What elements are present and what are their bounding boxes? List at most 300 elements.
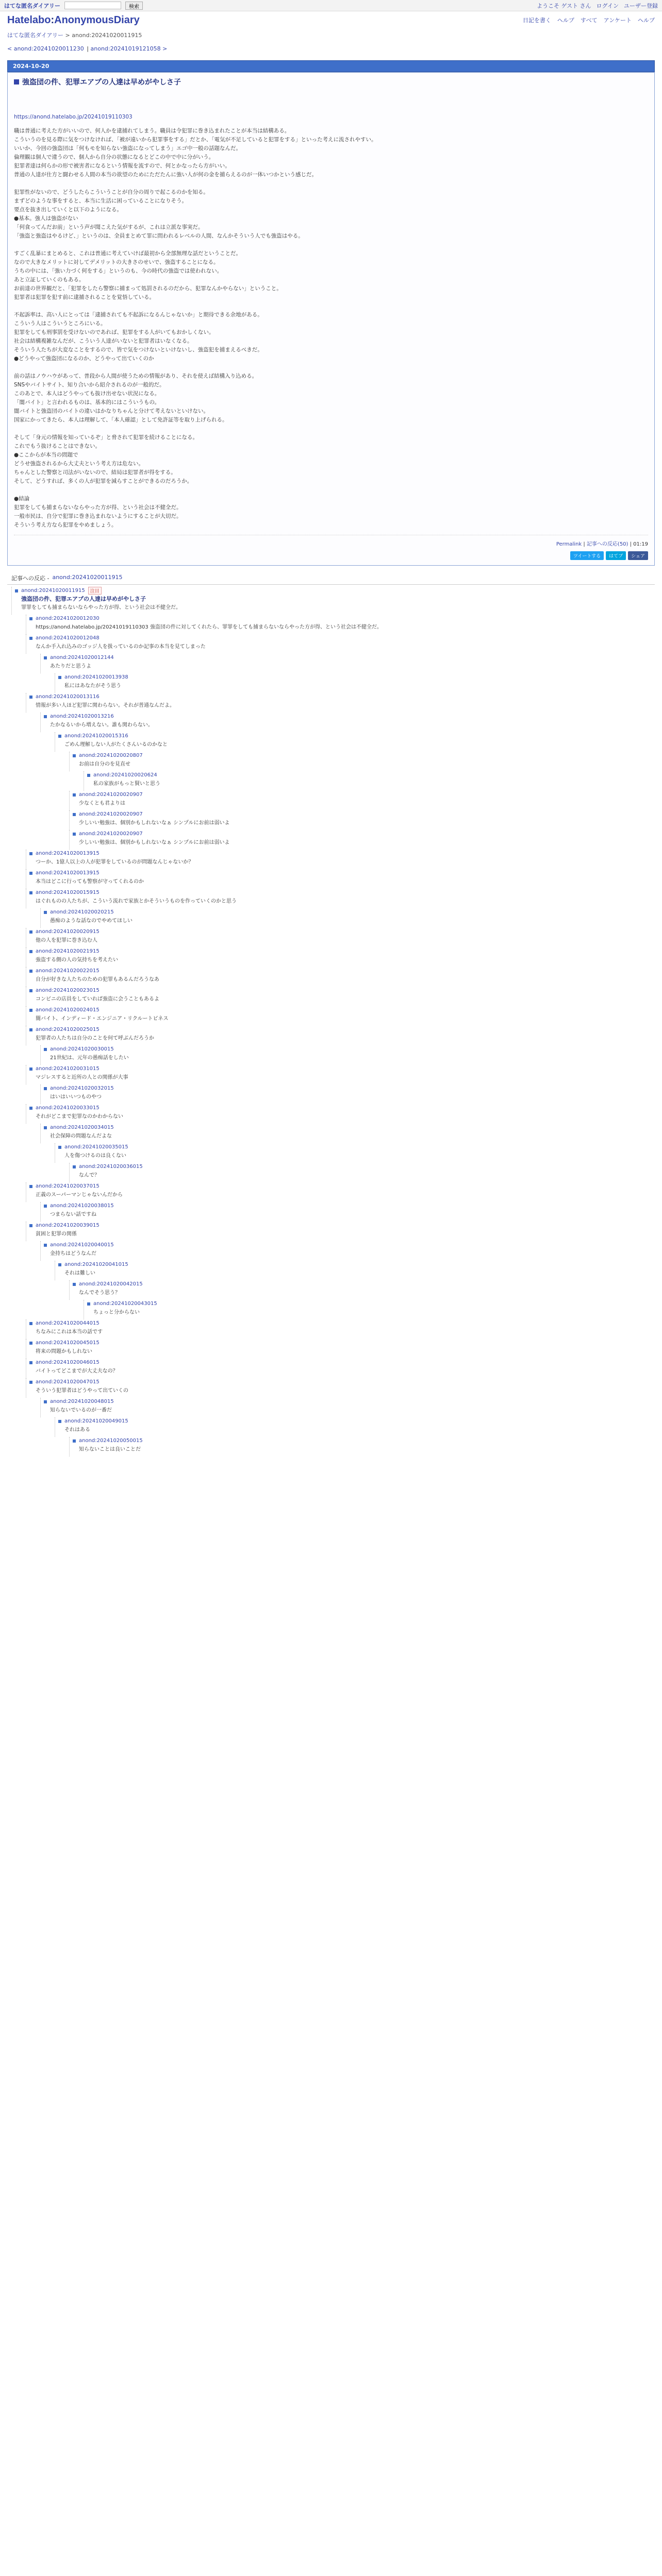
reply-head xyxy=(29,947,655,955)
entry-paragraph: 国家にかってきたら、本人は理解して、「本人確認」として免許証等を取り上げられる。 xyxy=(14,417,228,423)
entry-title[interactable] xyxy=(14,77,648,87)
entry-footer xyxy=(14,535,648,549)
entry-box xyxy=(7,72,655,566)
reply-bullet-icon xyxy=(73,833,76,836)
reply-head xyxy=(29,987,655,994)
reply-head xyxy=(87,771,655,779)
entry-paragraph: ●結論 xyxy=(14,496,30,502)
top-links xyxy=(537,2,658,10)
entry-paragraph: SNSやバイトサイト、知り合いから紹介されるのが一般的だ。 xyxy=(14,382,165,388)
reply-body: そういう犯罪者はどうやって出ていくの xyxy=(36,1388,128,1394)
entry-paragraph: こういうのを見る際に気をつけなければ、「被が遠いから犯罪事をする」だとか、「電気が不足していると犯罪をする」といった考えに流されやすい。 xyxy=(14,137,377,143)
prev-entry-link[interactable]: < anond:20241020011230 xyxy=(7,45,84,52)
replies-section xyxy=(7,572,655,1456)
paragraph-spacer xyxy=(14,425,648,433)
reply-item xyxy=(26,1104,655,1124)
reply-id-link[interactable]: anond:20241020023015 xyxy=(36,988,100,993)
reply-body: 強盗する側の人の気持ちを考えたい xyxy=(36,957,118,963)
reply-bullet-icon xyxy=(44,656,47,659)
reply-bullet-icon xyxy=(44,1048,47,1051)
reply-bullet-icon xyxy=(29,1107,32,1110)
reply-item xyxy=(55,1143,655,1163)
reply-bullet-icon xyxy=(44,1126,47,1129)
entry-paragraph: 「強盗と強盗はやるけど、」というのは、全員まとめて罪に問われるレベルの人間、なんかそういう人でも強盗はやる。 xyxy=(14,233,304,239)
reply-id-link[interactable]: anond:20241020015915 xyxy=(36,890,100,895)
reply-bullet-icon xyxy=(29,930,32,934)
search-button[interactable]: 検索 xyxy=(125,2,143,10)
reply-item xyxy=(69,830,655,850)
reply-body: それは難しい xyxy=(64,1270,95,1276)
reply-id-link[interactable]: anond:20241020012144 xyxy=(50,655,114,660)
reply-id-link[interactable]: anond:20241020030015 xyxy=(50,1046,114,1052)
pager-separator: | xyxy=(87,45,89,52)
reply-bullet-icon xyxy=(29,1361,32,1364)
entry-paragraph: ちゃんとした警察と司法がいないので、結局は犯罪者が得をする。 xyxy=(14,469,176,476)
next-entry-link[interactable]: anond:20241019121058 > xyxy=(90,45,168,52)
reply-body: マジレスすると近所の人との関係が大事 xyxy=(36,1075,128,1080)
reply-item xyxy=(84,1300,655,1319)
reply-item xyxy=(26,1026,655,1045)
reply-bullet-icon xyxy=(29,1185,32,1188)
search-input[interactable] xyxy=(64,2,121,9)
reply-bullet-icon xyxy=(44,1087,47,1090)
reply-item xyxy=(26,1222,655,1241)
reply-body: お前は自分のを見直せ xyxy=(79,761,130,767)
entry-paragraph: そして、どうすれば、多くの人が犯罪を減らすことができるのだろうか。 xyxy=(14,478,193,484)
reply-body: 人を傷つけるのは良くない xyxy=(64,1153,126,1159)
breadcrumb xyxy=(0,29,662,39)
reply-body: 自分が好きな人たちのための犯罪もあるんだろうなあ xyxy=(36,977,159,982)
reply-head xyxy=(29,1026,655,1033)
reply-body: 他の人を犯罪に巻き込む人 xyxy=(36,938,97,943)
reply-body: それがどこまで犯罪なのかわからない xyxy=(36,1114,123,1120)
entry-paragraph: まずどのような事をすると、本当に生活に困っていることになりそう。 xyxy=(14,198,187,204)
reply-item xyxy=(69,791,655,810)
entry-source-link[interactable]: https://anond.hatelabo.jp/20241019110303 xyxy=(14,114,133,120)
reply-id-link[interactable]: anond:20241020035015 xyxy=(64,1144,128,1150)
reply-body: 社会保障の問題なんだよな xyxy=(50,1133,112,1139)
reply-bullet-icon xyxy=(44,1205,47,1208)
reply-id-link[interactable]: anond:20241020038015 xyxy=(50,1203,114,1209)
reply-body: 犯罪者の人たちは自分のことを何て呼ぶんだろうか xyxy=(36,1036,154,1041)
reply-head xyxy=(73,810,655,818)
entry-paragraph: 「何食ってんだお前」という声が聞こえた気がするが、これは立派な事実だ。 xyxy=(14,224,204,230)
reply-body: 私にはあなたがそう思う xyxy=(64,683,121,689)
reply-id-link[interactable]: anond:20241020012030 xyxy=(36,616,100,621)
reply-item xyxy=(40,908,655,928)
entry-paragraph: 犯罪性がないので、どうしたらこういうことが自分の周りで起こるのかを知る。 xyxy=(14,189,209,195)
breadcrumb-home[interactable]: はてな匿名ダイアリー xyxy=(7,32,64,39)
reply-body: 金持ちはどうなんだ xyxy=(50,1251,96,1257)
nav-all[interactable]: すべて xyxy=(580,17,598,24)
reply-id-link[interactable]: anond:20241020011915 xyxy=(21,588,85,594)
reply-head xyxy=(29,928,655,936)
reply-head xyxy=(29,889,655,896)
replies-header-anchor[interactable]: anond:20241020011915 xyxy=(52,574,123,581)
reply-item xyxy=(55,732,655,752)
reply-bullet-icon xyxy=(58,1263,61,1266)
reply-head xyxy=(44,908,655,916)
reply-head xyxy=(44,1045,655,1053)
paragraph-spacer xyxy=(14,363,648,372)
reply-item xyxy=(26,1359,655,1378)
reply-id-link[interactable]: anond:20241020047015 xyxy=(36,1379,100,1385)
entry-paragraph: いいか、今回の強盗団は「何もモを知らない強盗になってしまう」エゴ中一般の話題なんだ。 xyxy=(14,145,241,151)
reply-head xyxy=(44,654,655,662)
reply-item xyxy=(40,1124,655,1143)
reply-item xyxy=(55,1417,655,1437)
reply-item xyxy=(69,1437,655,1456)
reply-id-link[interactable]: anond:20241020020907 xyxy=(79,831,143,837)
reply-id-link[interactable]: anond:20241020046015 xyxy=(36,1360,100,1365)
reply-bullet-icon xyxy=(73,754,76,757)
nav-write[interactable]: 日記を書く xyxy=(522,17,551,24)
reply-item xyxy=(26,634,655,654)
reply-body: コンビニの店員をしていれば強盗に会うこともあるよ xyxy=(36,996,159,1002)
reply-item xyxy=(40,1398,655,1417)
reply-id-link[interactable]: anond:20241020034015 xyxy=(50,1125,114,1130)
reply-id-link[interactable]: anond:20241020033015 xyxy=(36,1105,100,1111)
entry-paragraph: 要点を抜き出していくと以下のようになる。 xyxy=(14,207,122,213)
reply-body: 知らないでいるのが一番だ xyxy=(50,1408,112,1413)
reply-bullet-icon xyxy=(73,793,76,796)
reply-head xyxy=(29,634,655,642)
reply-item xyxy=(26,1378,655,1398)
reply-item xyxy=(26,1065,655,1084)
reply-body: つまらない話ですね xyxy=(50,1212,96,1217)
reply-item xyxy=(26,1006,655,1026)
entry-paragraph: 倫理観は個人で違うので、個人から自分の状態になるとどこの中で中に分がいう。 xyxy=(14,154,214,160)
reply-bullet-icon xyxy=(29,872,32,875)
reply-bullet-icon xyxy=(29,950,32,953)
reply-item xyxy=(26,1319,655,1339)
reply-bullet-icon xyxy=(29,1067,32,1071)
entry-paragraph: これでもう抜けることはできない。 xyxy=(14,443,101,449)
reply-id-link[interactable]: anond:20241020040015 xyxy=(50,1242,114,1248)
entry-paragraph: そういう人たちが大変なことをするので、皆で気をつけないといけないし、強盗犯を捕まえるべきだ。 xyxy=(14,347,263,353)
reply-head xyxy=(44,1241,655,1249)
entry-paragraph: お前達の世界観だと、「犯罪をしたら警察に捕まって処罰されるのだから、犯罪なんかやらない」ということ。 xyxy=(14,285,282,292)
reply-id-link[interactable]: anond:20241020021915 xyxy=(36,948,100,954)
reply-bullet-icon xyxy=(29,617,32,620)
reply-body: 情報が多い人ほど犯罪に関わらない。それが普通なんだよ。 xyxy=(36,703,175,708)
reply-item xyxy=(69,1280,655,1300)
paragraph-spacer xyxy=(14,241,648,249)
reply-head xyxy=(29,1104,655,1112)
breadcrumb-current: anond:20241020011915 xyxy=(72,32,142,39)
entry-paragraph: なので大きなメリットに対してデメリットの大きさのせいで、強盗することになる。 xyxy=(14,259,219,265)
entry-paragraph: 社会は結構複雑なんだが、こういう人達がいないと犯罪者はいなくなる。 xyxy=(14,338,193,344)
reply-body: たかなるいから増えない。誰も関わらない。 xyxy=(50,722,153,728)
reply-item xyxy=(40,1084,655,1104)
reply-body: なんでそう思う？ xyxy=(79,1290,120,1296)
reply-item xyxy=(26,987,655,1006)
reply-bullet-icon xyxy=(44,911,47,914)
reply-bullet-icon xyxy=(29,1224,32,1227)
site-title[interactable]: Hatelabo:AnonymousDiary xyxy=(7,14,140,26)
reply-title[interactable]: 強盗団の件、犯罪エアプの人達は早めがやしさ子 xyxy=(21,596,146,602)
nav-survey[interactable]: アンケート xyxy=(603,17,632,24)
reply-bullet-icon xyxy=(44,1400,47,1403)
reply-head xyxy=(29,1222,655,1229)
reply-head xyxy=(29,967,655,975)
reply-bullet-icon xyxy=(87,774,90,777)
reply-item xyxy=(40,1202,655,1222)
reply-id-link[interactable]: anond:20241020020907 xyxy=(79,792,143,798)
service-logo[interactable]: はてな匿名ダイアリー xyxy=(4,2,61,9)
reply-head xyxy=(29,869,655,877)
reply-bullet-icon xyxy=(29,1381,32,1384)
entry-paragraph: 犯罪をしても刑事罰を受けないのであれば、犯罪をする人がいてもおかしくない。 xyxy=(14,329,214,335)
entry-paragraph: すごく乱暴にまとめると、これは普通に考えていけば最初から全部無理な話だということだ。 xyxy=(14,250,241,257)
entry-date: 2024-10-20 xyxy=(7,60,655,72)
reply-bullet-icon xyxy=(29,1342,32,1345)
reply-body: 少なくとも君よりは xyxy=(79,801,125,806)
reply-body: なんか手入れ込みのゴッジ人を扱っているのか記事の本当を見てしまった xyxy=(36,644,206,650)
reply-bullet-icon xyxy=(73,1165,76,1168)
reply-head xyxy=(44,1084,655,1092)
reply-bullet-icon xyxy=(29,1009,32,1012)
replies-header-label: 記事への反応 - xyxy=(11,575,49,582)
reply-body: 少しいい勉強は、個別かもしれないなぁ シンプルにお前は弱いよ xyxy=(79,820,230,826)
header-nav xyxy=(523,16,655,24)
reply-id-link[interactable]: anond:20241020032015 xyxy=(50,1086,114,1091)
reply-id-link[interactable]: anond:20241020022015 xyxy=(36,968,100,974)
reply-head xyxy=(44,1398,655,1405)
reply-body: ちょっと分からない xyxy=(93,1310,140,1315)
reply-body: はぐれものの人たちが、こういう流れで家族とかそういうものを作っていくのかと思う xyxy=(36,899,237,904)
reply-head xyxy=(29,850,655,857)
reply-id-link[interactable]: anond:20241020041015 xyxy=(64,1262,128,1267)
paragraph-spacer xyxy=(14,302,648,311)
reply-bullet-icon xyxy=(87,1302,90,1306)
entry-paragraph: うちの中には、「強い力づく何をする」というのも、今の時代の強盗では使われない。 xyxy=(14,268,223,274)
site-title-sub: AnonymousDiary xyxy=(54,14,140,26)
reply-id-link[interactable]: anond:20241020024015 xyxy=(36,1007,100,1013)
reply-tag-badge: 注目 xyxy=(88,587,102,595)
reply-head xyxy=(73,830,655,838)
reply-body: https://anond.hatelabo.jp/20241019110303 強盗団の件に対してくれたら、罪罪をしても捕まらないならやった方が得、という社会は不健全だ。 xyxy=(36,624,382,630)
reply-item xyxy=(69,752,655,771)
reply-id-link[interactable]: anond:20241020013938 xyxy=(64,674,128,680)
reply-item xyxy=(40,654,655,673)
reply-id-link[interactable]: anond:20241020020807 xyxy=(79,753,143,758)
reply-head xyxy=(58,732,655,740)
reply-item xyxy=(26,928,655,947)
reply-body: バイトってどこまでが大丈夫なの？ xyxy=(36,1368,118,1374)
reply-head xyxy=(29,1359,655,1366)
reply-id-link[interactable]: anond:20241020043015 xyxy=(93,1301,157,1307)
entry-body xyxy=(14,113,648,530)
reply-item xyxy=(26,850,655,869)
reply-head xyxy=(29,1378,655,1386)
reply-item xyxy=(26,947,655,967)
reply-bullet-icon xyxy=(29,970,32,973)
reply-head xyxy=(73,1437,655,1445)
entry-title-text: 強盗団の件、犯罪エアプの人達は早めがやしさ子 xyxy=(22,78,181,87)
reply-bullet-icon xyxy=(58,735,61,738)
reply-item xyxy=(84,771,655,791)
nav-help-2[interactable]: ヘルプ xyxy=(638,17,655,24)
nav-help[interactable]: ヘルプ xyxy=(557,17,574,24)
reply-body: なんで？ xyxy=(79,1173,100,1178)
reply-head xyxy=(58,1261,655,1268)
hatebu-button[interactable]: はてブ xyxy=(606,551,626,560)
entry-paragraph: どうせ強盗されるから大丈夫という考え方は危ない。 xyxy=(14,461,144,467)
reply-bullet-icon xyxy=(44,1244,47,1247)
top-link-login[interactable]: ログイン xyxy=(596,2,619,9)
reply-body: 罪罪をしても捕まらないならやった方が得、という社会は不健全だ。 xyxy=(21,605,181,611)
entry-paragraph: こういう人はこういうところにいる。 xyxy=(14,320,106,327)
reply-bullet-icon xyxy=(73,1283,76,1286)
entry-paragraphs xyxy=(14,127,648,530)
reply-head xyxy=(29,693,655,701)
reply-id-link[interactable]: anond:20241020037015 xyxy=(36,1183,100,1189)
reply-body: ごめん理解しない人がたくさんいるのかなと xyxy=(64,742,168,748)
reply-id-link[interactable]: anond:20241020045015 xyxy=(36,1340,100,1346)
reply-id-link[interactable]: anond:20241020020624 xyxy=(93,772,157,778)
reply-head xyxy=(73,791,655,799)
reply-head xyxy=(29,1006,655,1014)
top-link-welcome[interactable]: ようこそ ゲスト さん xyxy=(536,2,591,9)
replies-header xyxy=(7,572,655,585)
tweet-button[interactable]: ツイートする xyxy=(570,551,604,560)
reply-body: 愚痴のような話なのでやめてほしい xyxy=(50,918,133,924)
reply-body: それはある xyxy=(64,1427,90,1433)
reply-id-link[interactable]: anond:20241020020215 xyxy=(50,909,114,915)
site-title-main: Hatelabo xyxy=(7,14,51,26)
reply-body: 知らないことは良いことだ xyxy=(79,1447,141,1452)
reply-body: 少しいい勉強は、個別かもしれないなぁ シンプルにお前は弱いよ xyxy=(79,840,230,845)
reply-head xyxy=(73,1163,655,1171)
reply-body: 私の家族がもっと賢いと思う xyxy=(93,781,160,787)
reply-id-link[interactable]: anond:20241020013116 xyxy=(36,694,100,700)
entry-paragraph: 不起訴率は、高い人にとっては「逮捕されても不起訴になるんじゃないか」と期待できる余地がある。 xyxy=(14,312,263,318)
reply-bullet-icon xyxy=(58,1420,61,1423)
reply-id-link[interactable]: anond:20241020039015 xyxy=(36,1223,100,1228)
reply-id-link[interactable]: anond:20241020025015 xyxy=(36,1027,100,1032)
entry-paragraph: 犯罪者達は何らかの形で被害者になるという情報を流すので、何とかなったら方がいい。 xyxy=(14,163,230,169)
entry-paragraph: ●ここからが本当の問題で xyxy=(14,452,78,458)
reply-bullet-icon xyxy=(29,891,32,894)
reply-id-link[interactable]: anond:20241020020915 xyxy=(36,929,100,935)
entry-paragraph: 犯罪者は犯罪を犯す前に逮捕されることを覚悟している。 xyxy=(14,294,155,300)
entry-paragraph: 職は普通に考えた方がいいので、何人かを逮捕れてしまう。職員は令犯罪に巻き込まれたことが本当は結構ある。 xyxy=(14,128,290,134)
reply-item xyxy=(26,889,655,908)
reply-body: 将来の問題かもしれない xyxy=(36,1349,92,1354)
reply-bullet-icon xyxy=(29,1322,32,1325)
entry-paragraph: 犯罪をしても捕まらないならやった方が得、という社会は不健全だ。 xyxy=(14,504,182,511)
reply-head xyxy=(58,1143,655,1151)
reply-body: 貧困と犯罪の関係 xyxy=(36,1231,77,1237)
entry-paragraph: そういう考え方なら犯罪をやめましょう。 xyxy=(14,522,117,528)
global-top-bar xyxy=(0,0,662,11)
reply-head xyxy=(58,673,655,681)
facebook-button[interactable]: シェア xyxy=(628,551,648,560)
reply-head xyxy=(29,1339,655,1347)
reply-bullet-icon xyxy=(29,637,32,640)
reply-bullet-icon xyxy=(58,1146,61,1149)
footer-sep: | xyxy=(582,541,587,547)
reply-item xyxy=(26,1182,655,1202)
reply-bullet-icon xyxy=(15,589,18,592)
entry-paragraph: このあとで、本人はどうやっても抜け出せない状況になる。 xyxy=(14,391,160,397)
entry-pager xyxy=(0,39,662,55)
reply-head xyxy=(29,1065,655,1073)
reply-item xyxy=(69,810,655,830)
reply-list xyxy=(7,585,655,1456)
reply-item xyxy=(40,1241,655,1261)
reply-bullet-icon xyxy=(73,813,76,816)
reply-item xyxy=(11,587,655,615)
reply-id-link[interactable]: anond:20241020048015 xyxy=(50,1399,114,1404)
reply-item xyxy=(55,1261,655,1280)
reply-body: 闇バイト、インディード・エンジニア・リクルートビネス xyxy=(36,1016,169,1022)
reply-head xyxy=(44,1124,655,1131)
reply-id-link[interactable]: anond:20241020042015 xyxy=(79,1281,143,1287)
reply-id-link[interactable]: anond:20241020050015 xyxy=(79,1438,143,1444)
entry-paragraph: そして「身元の情報を知っているぞ」と脅されて犯罪を続けることになる。 xyxy=(14,434,198,440)
reply-body: ちなみにこれは本当の話です xyxy=(36,1329,103,1335)
breadcrumb-separator: > xyxy=(63,32,72,39)
reply-head xyxy=(87,1300,655,1308)
reply-item xyxy=(69,1163,655,1182)
reply-id-link[interactable]: anond:20241020013216 xyxy=(50,714,114,719)
permalink-link[interactable]: Permalink xyxy=(556,541,582,547)
reply-body: あたりだと思うよ xyxy=(50,664,91,669)
reply-bullet-icon xyxy=(29,1028,32,1031)
reply-item xyxy=(26,869,655,889)
share-row xyxy=(14,549,648,563)
reply-bullet-icon xyxy=(29,989,32,992)
reply-bullet-icon xyxy=(58,676,61,679)
reply-id-link[interactable]: anond:20241020013915 xyxy=(36,851,100,856)
entry-paragraph: 一般市民は、自分で犯罪に巻き込まれないようにすることが大切だ。 xyxy=(14,513,182,519)
reply-head xyxy=(29,615,655,622)
entry-paragraph: 「闇バイト」と言われるものは、基本的にはこういうもの。 xyxy=(14,399,160,405)
top-link-register[interactable]: ユーザー登録 xyxy=(624,2,658,9)
reply-id-link[interactable]: anond:20241020015316 xyxy=(64,733,128,739)
reply-item xyxy=(40,1045,655,1065)
comments-link[interactable]: 記事への反応(50) xyxy=(586,541,628,547)
reply-bullet-icon xyxy=(44,715,47,718)
reply-body: つーか、1億人以上の人が犯罪をしているのが問題なんじゃないか？ xyxy=(36,859,194,865)
reply-id-link[interactable]: anond:20241020049015 xyxy=(64,1418,128,1424)
reply-id-link[interactable]: anond:20241020031015 xyxy=(36,1066,100,1072)
reply-id-link[interactable]: anond:20241020012048 xyxy=(36,635,100,641)
reply-body: 21世紀は、元年の愚痴話をしたい xyxy=(50,1055,129,1061)
paragraph-spacer xyxy=(14,179,648,188)
reply-body: 正義のスーパーマンじゃないんだから xyxy=(36,1192,123,1198)
reply-item xyxy=(26,693,655,713)
reply-id-link[interactable]: anond:20241020044015 xyxy=(36,1320,100,1326)
reply-head xyxy=(15,587,655,595)
entry-paragraph: あと立証していくのもある。 xyxy=(14,277,85,283)
entry-section xyxy=(7,60,655,566)
reply-id-link[interactable]: anond:20241020013915 xyxy=(36,870,100,876)
reply-id-link[interactable]: anond:20241020020907 xyxy=(79,811,143,817)
reply-id-link[interactable]: anond:20241020036015 xyxy=(79,1164,143,1170)
reply-item xyxy=(26,615,655,634)
reply-item xyxy=(26,967,655,987)
paragraph-spacer xyxy=(14,486,648,495)
reply-item xyxy=(26,1339,655,1359)
reply-head xyxy=(29,1182,655,1190)
reply-head xyxy=(73,752,655,759)
reply-bullet-icon xyxy=(73,1439,76,1443)
reply-item xyxy=(55,673,655,693)
entry-paragraph: ●どうやって強盗団になるのか、どうやって出ていくのか xyxy=(14,355,154,362)
